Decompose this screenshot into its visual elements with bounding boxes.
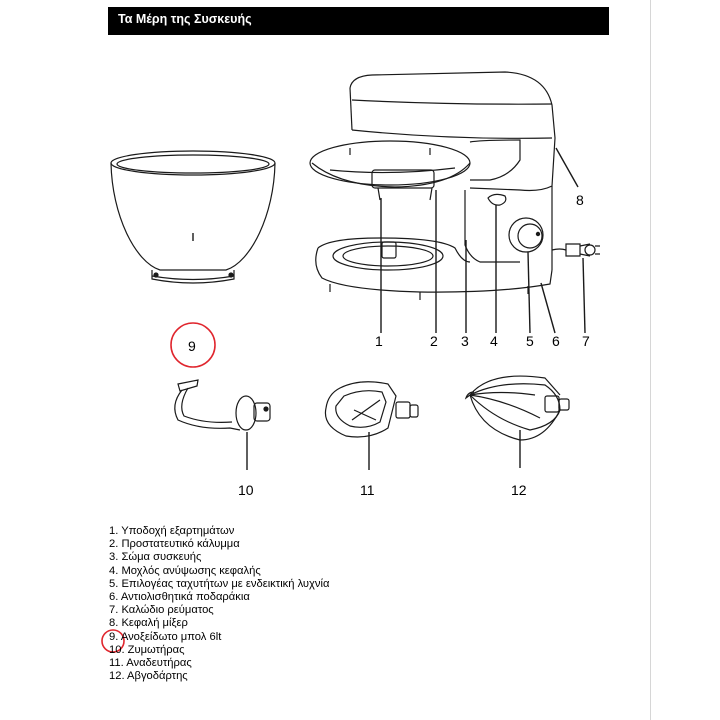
list-item: 10. Ζυμωτήρας xyxy=(109,643,185,656)
list-item: 12. Αβγοδάρτης xyxy=(109,670,188,683)
flat-beater-drawing xyxy=(325,382,418,470)
callout-number-7: 7 xyxy=(582,333,590,349)
callout-number-12: 12 xyxy=(511,482,527,498)
balloon-whisk-drawing xyxy=(466,376,569,468)
stand-mixer-drawing xyxy=(310,72,600,300)
list-item: 2. Προστατευτικό κάλυμμα xyxy=(109,538,240,551)
list-item: 11. Αναδευτήρας xyxy=(109,657,192,670)
callout-number-6: 6 xyxy=(552,333,560,349)
callout-number-11: 11 xyxy=(360,482,375,498)
callout-number-8: 8 xyxy=(576,192,584,208)
parts-list xyxy=(109,525,329,683)
dough-hook-drawing xyxy=(175,380,270,470)
callout-number-1: 1 xyxy=(375,333,383,349)
list-item: 6. Αντιολισθητικά ποδαράκια xyxy=(109,591,250,604)
callout-leader-lines xyxy=(381,148,585,333)
list-item: 1. Υποδοχή εξαρτημάτων xyxy=(109,525,235,537)
list-item: 9. Ανοξείδωτο μπολ 6lt xyxy=(109,630,222,643)
list-item: 4. Μοχλός ανύψωσης κεφαλής xyxy=(109,564,261,577)
section-title: Τα Μέρη της Συσκευής xyxy=(118,12,252,26)
list-item: 3. Σώμα συσκευής xyxy=(109,551,202,564)
callout-number-10: 10 xyxy=(238,482,254,498)
callout-number-9: 9 xyxy=(188,338,196,354)
callout-number-2: 2 xyxy=(430,333,438,349)
callout-number-5: 5 xyxy=(526,333,534,349)
list-item: 7. Καλώδιο ρεύματος xyxy=(109,604,214,617)
callout-number-3: 3 xyxy=(461,333,469,349)
stainless-bowl-drawing xyxy=(111,151,275,283)
list-item: 8. Κεφαλή μίξερ xyxy=(109,617,188,630)
list-item: 5. Επιλογέας ταχυτήτων με ενδεικτική λυχνία xyxy=(109,577,330,590)
callout-number-4: 4 xyxy=(490,333,498,349)
